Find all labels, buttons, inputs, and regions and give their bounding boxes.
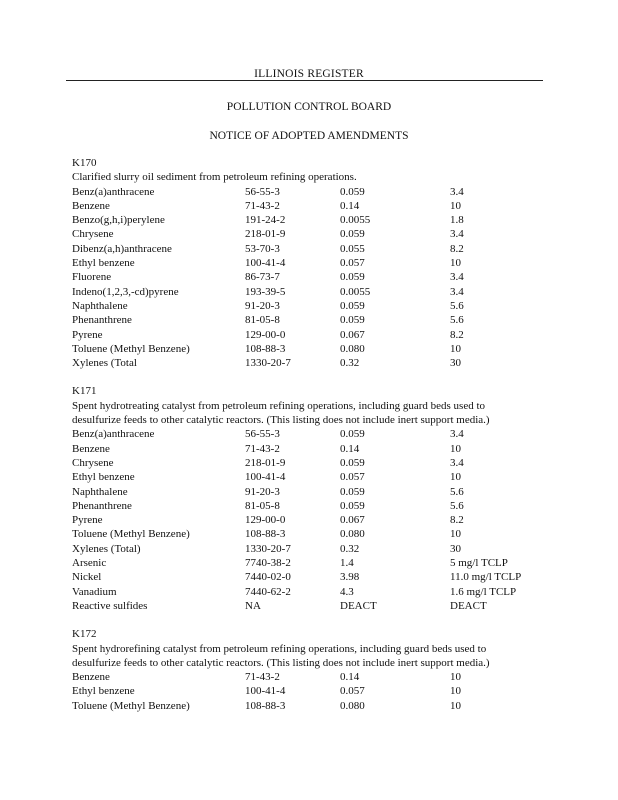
nonwastewater-standard: 8.2 [450, 514, 464, 527]
constituent-name: Xylenes (Total) [72, 542, 141, 555]
cas-number: 81-05-8 [245, 314, 280, 327]
constituent-row [72, 527, 552, 541]
waste-description-line: desulfurize feeds to other catalytic reactors. (This listing does not include inert support media.) [72, 656, 490, 669]
nonwastewater-standard: 3.4 [450, 456, 464, 469]
waste-description-line: Clarified slurry oil sediment from petroleum refining operations. [72, 171, 357, 184]
nonwastewater-standard: 5.6 [450, 299, 464, 312]
constituent-name: Ethyl benzene [72, 685, 135, 698]
nonwastewater-standard: 3.4 [450, 271, 464, 284]
constituent-name: Benz(a)anthracene [72, 185, 155, 198]
cas-number: 108-88-3 [245, 699, 286, 712]
constituent-row [72, 513, 552, 527]
constituent-row [72, 256, 552, 270]
waste-section-k172 [72, 627, 552, 713]
wastewater-standard: 0.059 [340, 228, 365, 241]
constituent-name: Toluene (Methyl Benzene) [72, 528, 190, 541]
constituent-row [72, 442, 552, 456]
nonwastewater-standard: 10 [450, 471, 461, 484]
constituent-name: Benzene [72, 199, 110, 212]
nonwastewater-standard: 1.8 [450, 214, 464, 227]
header-rule [66, 80, 543, 81]
nonwastewater-standard: 5.6 [450, 499, 464, 512]
constituent-row [72, 242, 552, 256]
nonwastewater-standard: 10 [450, 699, 461, 712]
constituent-name: Pyrene [72, 328, 103, 341]
wastewater-standard: 0.067 [340, 328, 365, 341]
wastewater-standard: 0.14 [340, 442, 360, 455]
constituent-row [72, 313, 552, 327]
wastewater-standard: 0.059 [340, 499, 365, 512]
constituent-name: Phenanthrene [72, 499, 132, 512]
nonwastewater-standard: 5 mg/l TCLP [450, 557, 508, 570]
nonwastewater-standard: 11.0 mg/l TCLP [450, 571, 522, 584]
constituent-row [72, 342, 552, 356]
nonwastewater-standard: 3.4 [450, 285, 464, 298]
cas-number: 71-43-2 [245, 199, 280, 212]
waste-code: K171 [72, 385, 97, 398]
constituent-name: Benzene [72, 671, 110, 684]
wastewater-standard: 0.080 [340, 699, 365, 712]
constituent-name: Indeno(1,2,3,-cd)pyrene [72, 285, 179, 298]
cas-number: 193-39-5 [245, 285, 286, 298]
cas-number: 100-41-4 [245, 471, 286, 484]
cas-number: 81-05-8 [245, 499, 280, 512]
waste-description-line: desulfurize feeds to other catalytic reactors. (This listing does not include inert support media.) [72, 414, 490, 427]
wastewater-standard: 0.059 [340, 485, 365, 498]
nonwastewater-standard: 3.4 [450, 228, 464, 241]
cas-number: 86-73-7 [245, 271, 280, 284]
wastewater-standard: 0.059 [340, 299, 365, 312]
wastewater-standard: 0.057 [340, 471, 365, 484]
constituent-row [72, 699, 552, 713]
cas-number: 191-24-2 [245, 214, 286, 227]
constituent-row [72, 485, 552, 499]
constituent-name: Chrysene [72, 228, 114, 241]
constituent-name: Pyrene [72, 514, 103, 527]
constituent-name: Chrysene [72, 456, 114, 469]
constituent-name: Benz(a)anthracene [72, 428, 155, 441]
constituent-row [72, 570, 552, 584]
constituent-row [72, 328, 552, 342]
cas-number: 1330-20-7 [245, 542, 291, 555]
wastewater-standard: 0.080 [340, 528, 365, 541]
constituent-name: Fluorene [72, 271, 112, 284]
cas-number: 56-55-3 [245, 428, 280, 441]
cas-number: 7440-62-2 [245, 585, 291, 598]
wastewater-standard: 0.32 [340, 357, 360, 370]
wastewater-standard: 0.059 [340, 185, 365, 198]
cas-number: 100-41-4 [245, 257, 286, 270]
constituent-row [72, 185, 552, 199]
constituent-row [72, 356, 552, 370]
nonwastewater-standard: 10 [450, 257, 461, 270]
nonwastewater-standard: 1.6 mg/l TCLP [450, 585, 517, 598]
constituent-row [72, 556, 552, 570]
cas-number: 218-01-9 [245, 456, 286, 469]
cas-number: 129-00-0 [245, 514, 286, 527]
constituent-name: Reactive sulfides [72, 599, 148, 612]
cas-number: 129-00-0 [245, 328, 286, 341]
constituent-name: Phenanthrene [72, 314, 132, 327]
constituent-row [72, 670, 552, 684]
constituent-row [72, 585, 552, 599]
nonwastewater-standard: 10 [450, 342, 461, 355]
wastewater-standard: 0.059 [340, 456, 365, 469]
cas-number: 91-20-3 [245, 299, 280, 312]
cas-number: 71-43-2 [245, 442, 280, 455]
wastewater-standard: 0.057 [340, 685, 365, 698]
register-title-text: ILLINOIS REGISTER [251, 68, 367, 80]
constituent-name: Naphthalene [72, 485, 128, 498]
constituent-name: Xylenes (Total [72, 357, 137, 370]
wastewater-standard: 3.98 [340, 571, 360, 584]
constituent-row [72, 427, 552, 441]
constituent-row [72, 599, 552, 613]
nonwastewater-standard: 10 [450, 442, 461, 455]
cas-number: NA [245, 599, 261, 612]
cas-number: 108-88-3 [245, 528, 286, 541]
constituent-row [72, 285, 552, 299]
notice-title: NOTICE OF ADOPTED AMENDMENTS [209, 130, 409, 142]
waste-section-k171 [72, 384, 552, 613]
board-title: POLLUTION CONTROL BOARD [226, 101, 392, 113]
constituent-row [72, 270, 552, 284]
constituent-name: Benzene [72, 442, 110, 455]
constituent-name: Toluene (Methyl Benzene) [72, 699, 190, 712]
constituent-row [72, 470, 552, 484]
constituent-name: Naphthalene [72, 299, 128, 312]
wastewater-standard: 1.4 [340, 557, 354, 570]
nonwastewater-standard: 3.4 [450, 428, 464, 441]
nonwastewater-standard: 30 [450, 357, 461, 370]
cas-number: 91-20-3 [245, 485, 280, 498]
constituent-name: Ethyl benzene [72, 471, 135, 484]
cas-number: 7740-38-2 [245, 557, 291, 570]
wastewater-standard: 0.067 [340, 514, 365, 527]
waste-code: K170 [72, 157, 97, 169]
constituent-name: Vanadium [72, 585, 117, 598]
cas-number: 1330-20-7 [245, 357, 291, 370]
wastewater-standard: 4.3 [340, 585, 354, 598]
constituent-row [72, 299, 552, 313]
wastewater-standard: 0.059 [340, 271, 365, 284]
nonwastewater-standard: 10 [450, 685, 461, 698]
nonwastewater-standard: 3.4 [450, 185, 464, 198]
constituent-row [72, 456, 552, 470]
wastewater-standard: 0.14 [340, 199, 360, 212]
constituent-row [72, 542, 552, 556]
wastewater-standard: 0.14 [340, 671, 360, 684]
nonwastewater-standard: 10 [450, 199, 461, 212]
register-title [0, 68, 618, 80]
nonwastewater-standard: 10 [450, 528, 461, 541]
cas-number: 100-41-4 [245, 685, 286, 698]
constituent-row [72, 199, 552, 213]
constituent-name: Arsenic [72, 557, 107, 570]
nonwastewater-standard: 8.2 [450, 242, 464, 255]
wastewater-standard: 0.059 [340, 428, 365, 441]
nonwastewater-standard: 5.6 [450, 485, 464, 498]
nonwastewater-standard: 10 [450, 671, 461, 684]
nonwastewater-standard: 5.6 [450, 314, 464, 327]
constituent-row [72, 213, 552, 227]
wastewater-standard: 0.32 [340, 542, 360, 555]
cas-number: 218-01-9 [245, 228, 286, 241]
waste-description-line: Spent hydrorefining catalyst from petroleum refining operations, including guard beds used to [72, 642, 487, 655]
nonwastewater-standard: 8.2 [450, 328, 464, 341]
cas-number: 7440-02-0 [245, 571, 291, 584]
constituent-row [72, 499, 552, 513]
constituent-name: Nickel [72, 571, 102, 584]
wastewater-standard: 0.0055 [340, 285, 371, 298]
wastewater-standard: 0.057 [340, 257, 365, 270]
cas-number: 71-43-2 [245, 671, 280, 684]
wastewater-standard: 0.0055 [340, 214, 371, 227]
waste-code-listing [72, 156, 552, 713]
constituent-name: Dibenz(a,h)anthracene [72, 242, 172, 255]
wastewater-standard: 0.055 [340, 242, 365, 255]
constituent-row [72, 227, 552, 241]
cas-number: 108-88-3 [245, 342, 286, 355]
nonwastewater-standard: 30 [450, 542, 461, 555]
wastewater-standard: DEACT [340, 599, 377, 612]
cas-number: 53-70-3 [245, 242, 280, 255]
waste-code: K172 [72, 628, 97, 641]
constituent-row [72, 684, 552, 698]
constituent-name: Benzo(g,h,i)perylene [72, 214, 165, 227]
wastewater-standard: 0.059 [340, 314, 365, 327]
constituent-name: Ethyl benzene [72, 257, 135, 270]
constituent-name: Toluene (Methyl Benzene) [72, 342, 190, 355]
nonwastewater-standard: DEACT [450, 599, 487, 612]
waste-description-line: Spent hydrotreating catalyst from petroleum refining operations, including guard beds used to [72, 399, 486, 412]
cas-number: 56-55-3 [245, 185, 280, 198]
wastewater-standard: 0.080 [340, 342, 365, 355]
waste-section-k170 [72, 156, 552, 370]
